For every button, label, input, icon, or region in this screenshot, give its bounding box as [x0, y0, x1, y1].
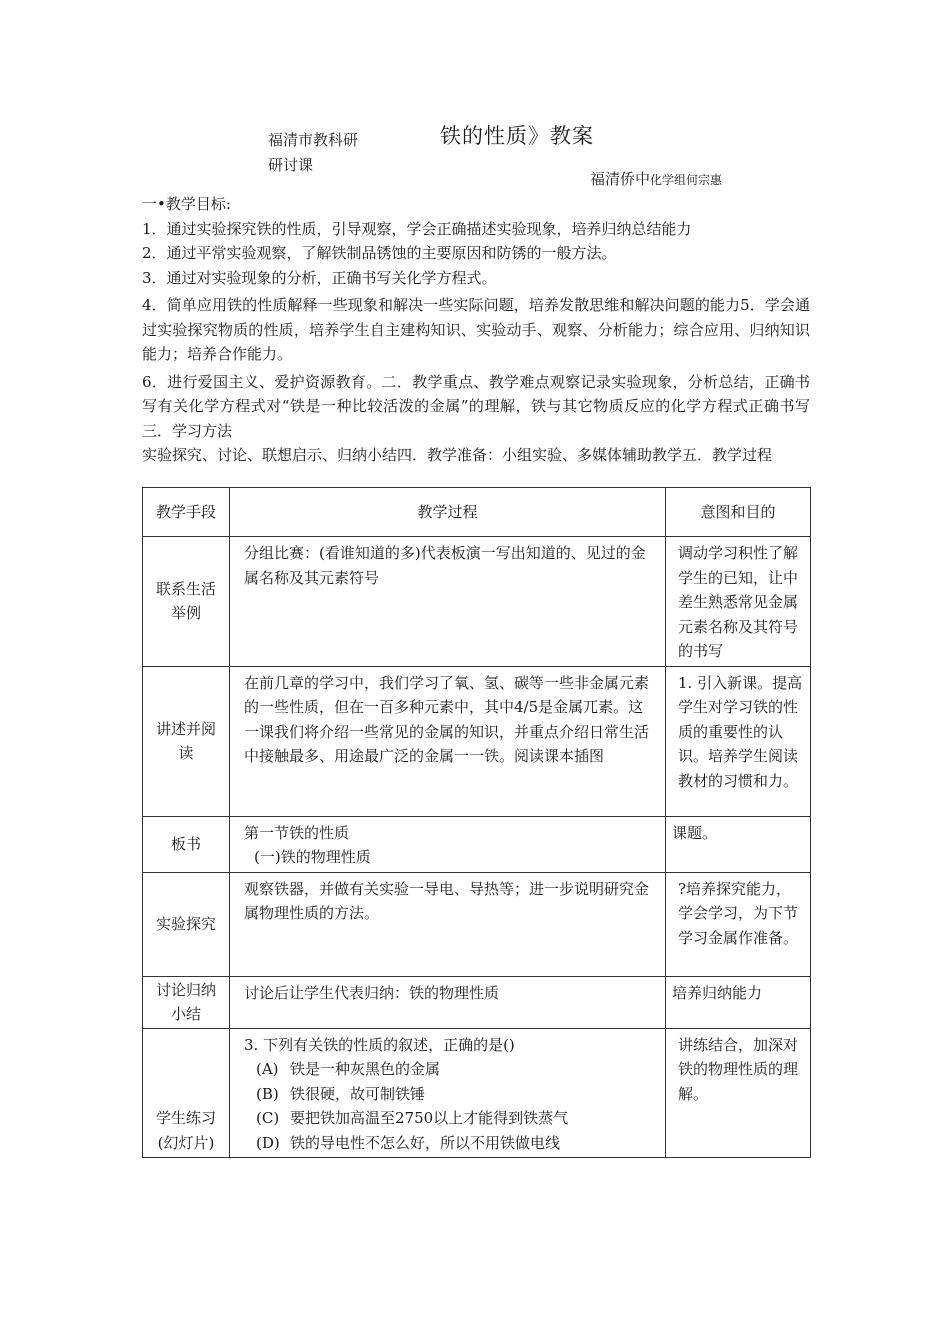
lesson-table — [142, 487, 811, 1158]
author-school: 福清侨中 — [590, 170, 651, 188]
row-process: 观察铁器，并做有关实验一导电、导热等；进一步说明研究金属物理性质的方法。 — [230, 872, 666, 976]
exercise-option: (C) 要把铁加高温至2750以上才能得到铁蒸气 — [256, 1109, 569, 1127]
row-method: 实验探究 — [143, 872, 230, 976]
objective-1: 1．通过实验探究铁的性质，引导观察，学会正确描述实验现象，培养归纳总结能力 — [142, 219, 692, 238]
exercise-question: 3. 下列有关铁的性质的叙述，正确的是() — [244, 1035, 515, 1054]
row-process: 在前几章的学习中，我们学习了氧、氢、碳等一些非金属元素的一些性质，但在一百多种元素中，其中4/5是金属兀素。这一课我们将介绍一些常见的金属的知识，并重点介绍日常生活中接触最多、用途最广泛的金属一一铁。阅读课本插图 — [230, 666, 666, 816]
table-row — [143, 872, 811, 976]
row-method: 联系生活举例 — [143, 537, 230, 667]
objective-3: 3．通过对实验现象的分析，正确书写关化学方程式。 — [142, 268, 497, 287]
section-heading: 一•教学目标: — [142, 195, 231, 213]
row-purpose: 讲练结合，加深对铁的物理性质的理解。 — [666, 1028, 811, 1158]
exercise-option: (B) 铁很硬，故可制铁锤 — [256, 1084, 426, 1103]
row-process — [230, 816, 666, 872]
table-row — [143, 537, 811, 667]
header-purpose: 意图和目的 — [666, 488, 811, 537]
row-process — [230, 1028, 666, 1158]
table-header-row — [143, 488, 811, 537]
row-purpose: 课题。 — [666, 816, 811, 872]
row-purpose: 培养归纳能力 — [666, 976, 811, 1028]
board-subheading: (一)铁的物理性质 — [254, 848, 371, 866]
header-org-line1: 福清市教科研 — [268, 131, 359, 149]
header-method: 教学手段 — [143, 488, 230, 537]
row-method: 学生练习(幻灯片) — [143, 1028, 230, 1158]
objective-6-and-sections: 6．进行爱国主义、爱护资源教育。二．教学重点、教学难点观察记录实验现象，分析总结，正确书写有关化学方程式对“铁是一种比较活泼的金属”的理解，铁与其它物质反应的化学方程式正确书写三．学习方法 — [142, 372, 810, 440]
header-organization — [268, 128, 358, 178]
row-method: 讨论归纳小结 — [143, 976, 230, 1028]
table-row — [143, 816, 811, 872]
board-heading: 第一节铁的性质 — [244, 823, 350, 842]
objectives-section — [142, 192, 810, 468]
objective-2: 2．通过平常实验观察，了解铁制品锈蚀的主要原因和防锈的一般方法。 — [142, 244, 617, 262]
row-purpose: 调动学习积性了解学生的已知，让中差生熟悉常见金属元素名称及其符号的书写 — [666, 537, 811, 667]
author-group: 化学组何宗惠 — [650, 173, 723, 187]
row-process: 讨论后让学生代表归纳：铁的物理性质 — [230, 976, 666, 1028]
header-process: 教学过程 — [230, 488, 666, 537]
table-row — [143, 976, 811, 1028]
exercise-option: (A) 铁是一种灰黑色的金属 — [256, 1060, 441, 1078]
header-author — [590, 168, 722, 189]
row-purpose: 1. 引入新课。提高学生对学习铁的性质的重要性的认识。培养学生阅读教材的习惯和力。 — [666, 666, 811, 816]
row-process: 分组比赛：(看谁知道的多)代表板演一写出知道的、见过的金属名称及其元素符号 — [230, 537, 666, 667]
page-title: 铁的性质》教案 — [440, 124, 594, 148]
exercise-option: (D) 铁的导电性不怎么好，所以不用铁做电线 — [256, 1133, 561, 1152]
table-row — [143, 1028, 811, 1158]
header-org-line2: 研讨课 — [268, 156, 314, 174]
objective-4-5: 4．简单应用铁的性质解释一些现象和解决一些实际问题，培养发散思维和解决问题的能力5．学会通过实验探究物质的性质，培养学生自主建构知识、实验动手、观察、分析能力；综合应用、归纳知识能力；培养合作能力。 — [142, 296, 810, 363]
row-method: 板书 — [143, 816, 230, 872]
table-row — [143, 666, 811, 816]
row-method: 讲述并阅读 — [143, 666, 230, 816]
row-purpose: ?培养探究能力，学会学习，为下节学习金属作准备。 — [666, 872, 811, 976]
methods-and-preparation: 实验探究、讨论、联想启示、归纳小结四．教学准备：小组实验、多媒体辅助教学五．教学过程 — [142, 446, 773, 464]
